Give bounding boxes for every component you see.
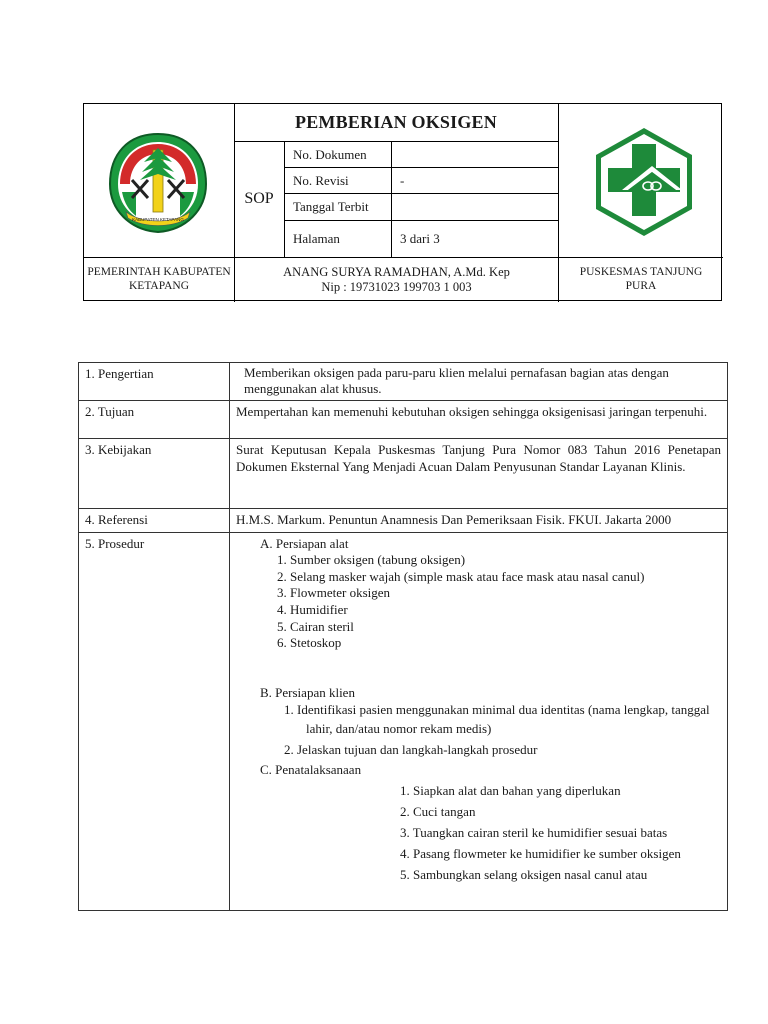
sop-header [83, 103, 722, 301]
table-row [79, 532, 728, 910]
row-label-prosedur: 5. Prosedur [79, 532, 230, 910]
issue-date-value [392, 194, 558, 220]
table-row [79, 400, 728, 438]
section-b [236, 684, 721, 702]
table-row [79, 363, 728, 401]
footer-signatory [235, 257, 558, 302]
section-a-list [236, 552, 721, 652]
list-item: 5. Sambungkan selang oksigen nasal canul atau [400, 866, 648, 882]
row-text-tujuan: Mempertahan kan memenuhi kebutuhan oksigen sehingga oksigenisasi jaringan terpenuhi. [230, 400, 728, 438]
row-text-referensi: H.M.S. Markum. Penuntun Anamnesis Dan Pemeriksaan Fisik. FKUI. Jakarta 2000 [230, 508, 728, 532]
page-title: PEMBERIAN OKSIGEN [295, 112, 497, 132]
section-b-title: B. Persiapan klien [260, 684, 355, 700]
section-c-title: C. Penatalaksanaan [260, 761, 362, 777]
doc-number-value [392, 142, 558, 167]
list-item: 2. Selang masker wajah (simple mask atau face mask atau nasal canul) [277, 568, 645, 584]
issue-date-label: Tanggal Terbit [293, 199, 369, 214]
signatory-name: ANANG SURYA RAMADHAN, A.Md. Kep [283, 264, 510, 279]
row-label-kebijakan: 3. Kebijakan [79, 438, 230, 508]
row-text-kebijakan: Surat Keputusan Kepala Puskesmas Tanjung Pura Nomor 083 Tahun 2016 Penetapan Dokumen Eksternal Yang Menjadi Acuan Dalam Penyusunan Standar Layanan Klinis. [230, 438, 728, 508]
list-item: 4. Humidifier [277, 601, 348, 617]
list-item: 2. Jelaskan tujuan dan langkah-langkah prosedur [284, 742, 538, 758]
svg-text:KABUPATEN KETAPANG: KABUPATEN KETAPANG [132, 217, 184, 222]
table-row [79, 438, 728, 508]
section-b-list [236, 701, 721, 760]
row-label-tujuan: 2. Tujuan [79, 400, 230, 438]
row-label-pengertian: 1. Pengertian [79, 363, 230, 401]
sop-label: SOP [244, 190, 274, 207]
list-item: 4. Pasang flowmeter ke humidifier ke sumber oksigen [400, 845, 681, 861]
list-item: 3. Flowmeter oksigen [277, 585, 391, 601]
doc-number-label: No. Dokumen [293, 146, 367, 162]
government-seal-icon [106, 132, 210, 234]
section-a [236, 535, 721, 553]
footer-puskesmas: PUSKESMAS TANJUNG PURA [579, 266, 703, 292]
row-label-referensi: 4. Referensi [79, 508, 230, 532]
list-item: 6. Stetoskop [277, 635, 342, 651]
sop-content-table [78, 362, 728, 911]
list-item: 1. Identifikasi pasien menggunakan minimal dua identitas (nama lengkap, tanggal lahir, dan/atau nomor rekam medis) [284, 702, 710, 737]
page-value: 3 dari 3 [400, 231, 440, 246]
signatory-nip: Nip : 19731023 199703 1 003 [321, 279, 472, 294]
footer-government: PEMERINTAH KABUPATEN KETAPANG [87, 266, 231, 292]
procedure-body [230, 532, 728, 910]
revision-value: - [400, 172, 405, 188]
row-text-pengertian: Memberikan oksigen pada paru-paru klien melalui pernafasan bagian atas dengan menggunakan alat khusus. [230, 363, 728, 401]
section-c-list [236, 782, 721, 884]
list-item: 2. Cuci tangan [400, 804, 476, 820]
list-item: 1. Sumber oksigen (tabung oksigen) [277, 552, 466, 568]
list-item: 3. Tuangkan cairan steril ke humidifier sesuai batas [400, 825, 668, 841]
list-item: 1. Siapkan alat dan bahan yang diperlukan [400, 783, 621, 799]
table-row [79, 508, 728, 532]
list-item: 5. Cairan steril [277, 618, 354, 634]
puskesmas-cross-icon [592, 126, 696, 238]
revision-label: No. Revisi [293, 172, 349, 188]
page-label: Halaman [293, 231, 340, 246]
section-a-title: A. Persiapan alat [260, 535, 349, 551]
